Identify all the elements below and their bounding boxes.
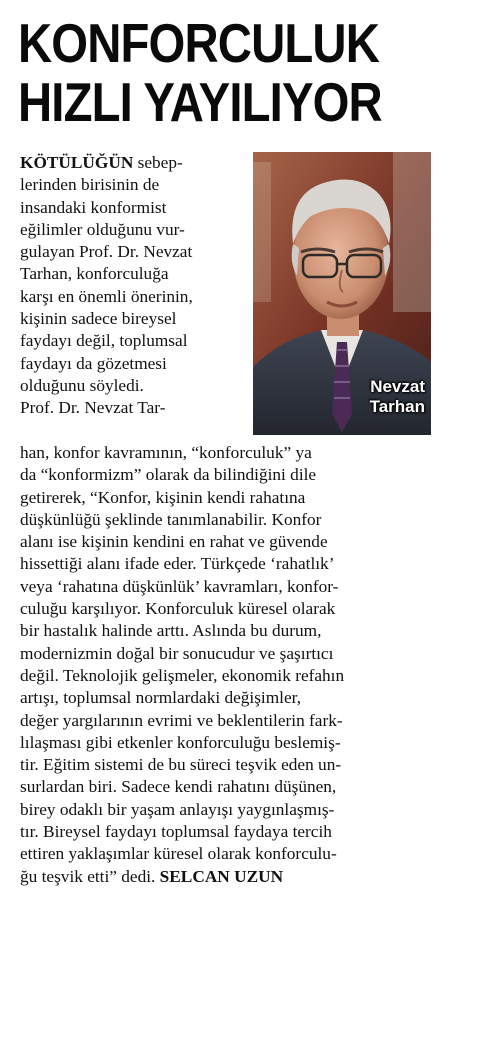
body-line: da “konformizm” olarak da bilindiğini dile (20, 465, 317, 485)
body-line: faydayı da gözetmesi (20, 353, 167, 373)
caption-first-name: Nevzat (370, 377, 425, 396)
body-line: ettiren yaklaşımlar küresel olarak konforculu- (20, 844, 337, 864)
body-line: düşkünlüğü şeklinde tanımlanabilir. Konfor (20, 509, 322, 529)
lead-word: KÖTÜLÜĞÜN (20, 153, 134, 172)
portrait-photo (253, 152, 431, 435)
caption-last-name: Tarhan (369, 397, 425, 416)
body-line: değil. Teknolojik gelişmeler, ekonomik refahın (20, 665, 345, 685)
body-line: olduğunu söyledi. (20, 375, 144, 395)
body-line: modernizmin doğal bir sonucudur ve şaşırtıcı (20, 643, 334, 663)
headline-line-2: HIZLI YAYILIYOR (18, 71, 382, 133)
body-line: veya ‘rahatına düşkünlük’ kavramları, konfor- (20, 576, 339, 596)
body-text-wide (20, 442, 432, 888)
body-line: bir hastalık halinde arttı. Aslında bu durum, (20, 621, 322, 641)
body-line: han, konfor kavramının, “konforculuk” ya (20, 443, 312, 462)
body-line: culuğu karşılıyor. Konforculuk küresel olarak (20, 599, 336, 619)
body-line: karşı en önemli önerinin, (20, 286, 193, 306)
body-line: faydayı değil, toplumsal (20, 331, 188, 351)
body-line: lerinden birisinin de (20, 175, 160, 195)
body-line: tır. Bireysel faydayı toplumsal faydaya tercih (20, 822, 332, 842)
body-line: insandaki konformist (20, 197, 167, 217)
body-text-narrow (20, 152, 248, 420)
body-line: gulayan Prof. Dr. Nevzat (20, 242, 193, 262)
body-line (20, 866, 432, 888)
lead-line-tail: sebep- (133, 153, 183, 172)
body-line: eğilimler olduğunu vur- (20, 219, 185, 239)
body-line: alanı ise kişinin kendini en rahat ve güvende (20, 532, 328, 552)
body-line: tir. Eğitim sistemi de bu süreci teşvik eden un- (20, 755, 342, 775)
headline (18, 12, 382, 133)
body-line: surlardan biri. Sadece kendi rahatını düşünen, (20, 777, 337, 797)
body-line: değer yargılarının evrimi ve beklentilerin fark- (20, 710, 343, 730)
photo-caption (370, 377, 425, 417)
body-line: birey odaklı bir yaşam anlayışı yaygınlaşmış- (20, 799, 335, 819)
body-line: Prof. Dr. Nevzat Tar- (20, 398, 166, 418)
byline: SELCAN UZUN (159, 866, 284, 886)
body-line: hissettiği alanı ifade eder. Türkçede ‘rahatlık’ (20, 554, 335, 574)
last-line-text: ğu teşvik etti” dedi. (20, 866, 160, 886)
body-line: artışı, toplumsal normlardaki değişimler, (20, 688, 302, 708)
body-line: lılaşması gibi etkenler konforculuğu beslemiş- (20, 732, 341, 752)
headline-line-1: KONFORCULUK (18, 12, 380, 74)
body-line: kişinin sadece bireysel (20, 309, 177, 329)
body-line: Tarhan, konforculuğa (20, 264, 169, 284)
body-line: getirerek, “Konfor, kişinin kendi rahatına (20, 487, 306, 507)
body-line (20, 152, 248, 174)
